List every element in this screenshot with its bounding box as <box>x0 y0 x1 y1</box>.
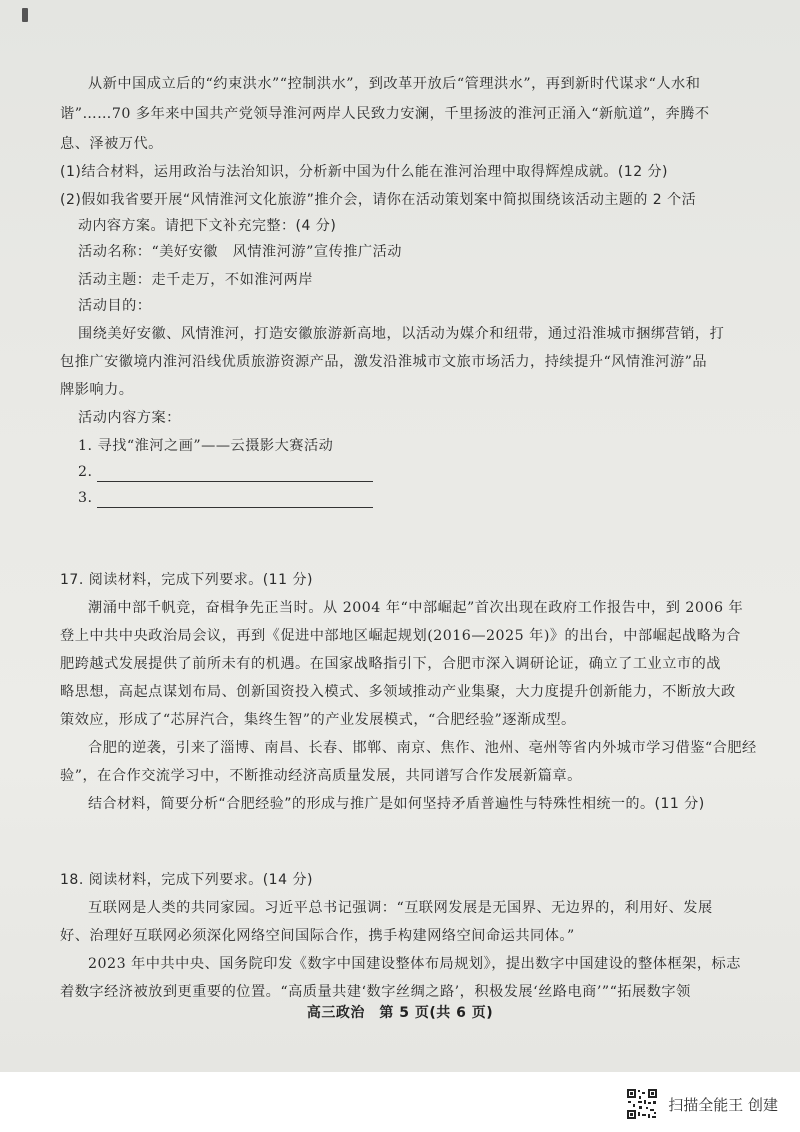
text-line: 包推广安徽境内淮河沿线优质旅游资源产品，激发沿淮城市文旅市场活力，持续提升“风情淮河游”品 <box>60 354 708 370</box>
text-line: 着数字经济被放到更重要的位置。“高质量共建‘数字丝绸之路’，积极发展‘丝路电商’”“拓展数字领 <box>60 984 691 1000</box>
activity-name: 活动名称：“美好安徽 风情淮河游”宣传推广活动 <box>78 244 402 260</box>
answer-blank[interactable] <box>97 493 373 508</box>
plan-item-1: 1. 寻找“淮河之画”——云摄影大赛活动 <box>78 438 334 454</box>
page-mark <box>22 8 28 22</box>
text-line: 互联网是人类的共同家园。习近平总书记强调：“互联网发展是无国界、无边界的，利用好、发展 <box>88 900 713 916</box>
answer-blank[interactable] <box>97 467 373 482</box>
watermark-text: 扫描全能王 创建 <box>668 1095 778 1114</box>
plan-label: 活动内容方案： <box>78 410 181 426</box>
question-2: (2)假如我省要开展“风情淮河文化旅游”推介会，请你在活动策划案中简拟围绕该活动主题的 2 个活 <box>60 192 697 208</box>
text-line: 2023 年中共中央、国务院印发《数字中国建设整体布局规划》，提出数字中国建设的整体框架，标志 <box>88 956 741 972</box>
plan-item-3 <box>78 488 373 508</box>
text-line: 息、泽被万代。 <box>60 136 163 152</box>
question-17-ask: 结合材料，简要分析“合肥经验”的形成与推广是如何坚持矛盾普遍性与特殊性相统一的。(11 分) <box>88 796 705 812</box>
question-17-heading: 17. 阅读材料，完成下列要求。(11 分) <box>60 572 313 588</box>
plan-item-2 <box>78 462 373 482</box>
text-line: 登上中共中央政治局会议，再到《促进中部地区崛起规划(2016—2025 年)》的出台，中部崛起战略为合 <box>60 628 741 644</box>
text-line: 策效应，形成了“芯屏汽合，集终生智”的产业发展模式，“合肥经验”逐渐成型。 <box>60 712 576 728</box>
text-line: 牌影响力。 <box>60 382 134 398</box>
activity-theme: 活动主题：走千走万，不如淮河两岸 <box>78 272 314 288</box>
text-line: 潮涌中部千帆竞，奋楫争先正当时。从 2004 年“中部崛起”首次出现在政府工作报告中，到 2006 年 <box>88 600 744 616</box>
activity-goal-label: 活动目的： <box>78 298 152 314</box>
text-line: 从新中国成立后的“约束洪水”“控制洪水”，到改革开放后“管理洪水”，再到新时代谋求“人水和 <box>88 76 701 92</box>
text-line: 围绕美好安徽、风情淮河，打造安徽旅游新高地，以活动为媒介和纽带，通过沿淮城市捆绑营销，打 <box>78 326 725 342</box>
text-line: 好、治理好互联网必须深化网络空间国际合作，携手构建网络空间命运共同体。” <box>60 928 575 944</box>
text-line: 肥跨越式发展提供了前所未有的机遇。在国家战略指引下，合肥市深入调研论证，确立了工业立市的战 <box>60 656 721 672</box>
text-line: 合肥的逆袭，引来了淄博、南昌、长春、邯郸、南京、焦作、池州、亳州等省内外城市学习借鉴“合肥经 <box>88 740 757 756</box>
question-18-heading: 18. 阅读材料，完成下列要求。(14 分) <box>60 872 313 888</box>
question-1: (1)结合材料，运用政治与法治知识，分析新中国为什么能在淮河治理中取得辉煌成就。(12 分) <box>60 164 669 180</box>
text-line: 谐”……70 多年来中国共产党领导淮河两岸人民致力安澜，千里扬波的淮河正涌入“新航道”，奔腾不 <box>60 106 710 122</box>
page-footer: 高三政治 第 5 页(共 6 页) <box>306 1005 494 1021</box>
text-line: 验”，在合作交流学习中，不断推动经济高质量发展，共同谱写合作发展新篇章。 <box>60 768 582 784</box>
scanner-watermark <box>626 1086 778 1122</box>
text-line: 略思想，高起点谋划布局、创新国资投入模式、多领域推动产业集聚，大力度提升创新能力，不断放大政 <box>60 684 736 700</box>
plan-item-2-number: 2. <box>78 464 93 480</box>
qr-code-icon <box>626 1088 658 1120</box>
question-2-cont: 动内容方案。请把下文补充完整：(4 分) <box>78 218 337 234</box>
plan-item-3-number: 3. <box>78 490 93 506</box>
